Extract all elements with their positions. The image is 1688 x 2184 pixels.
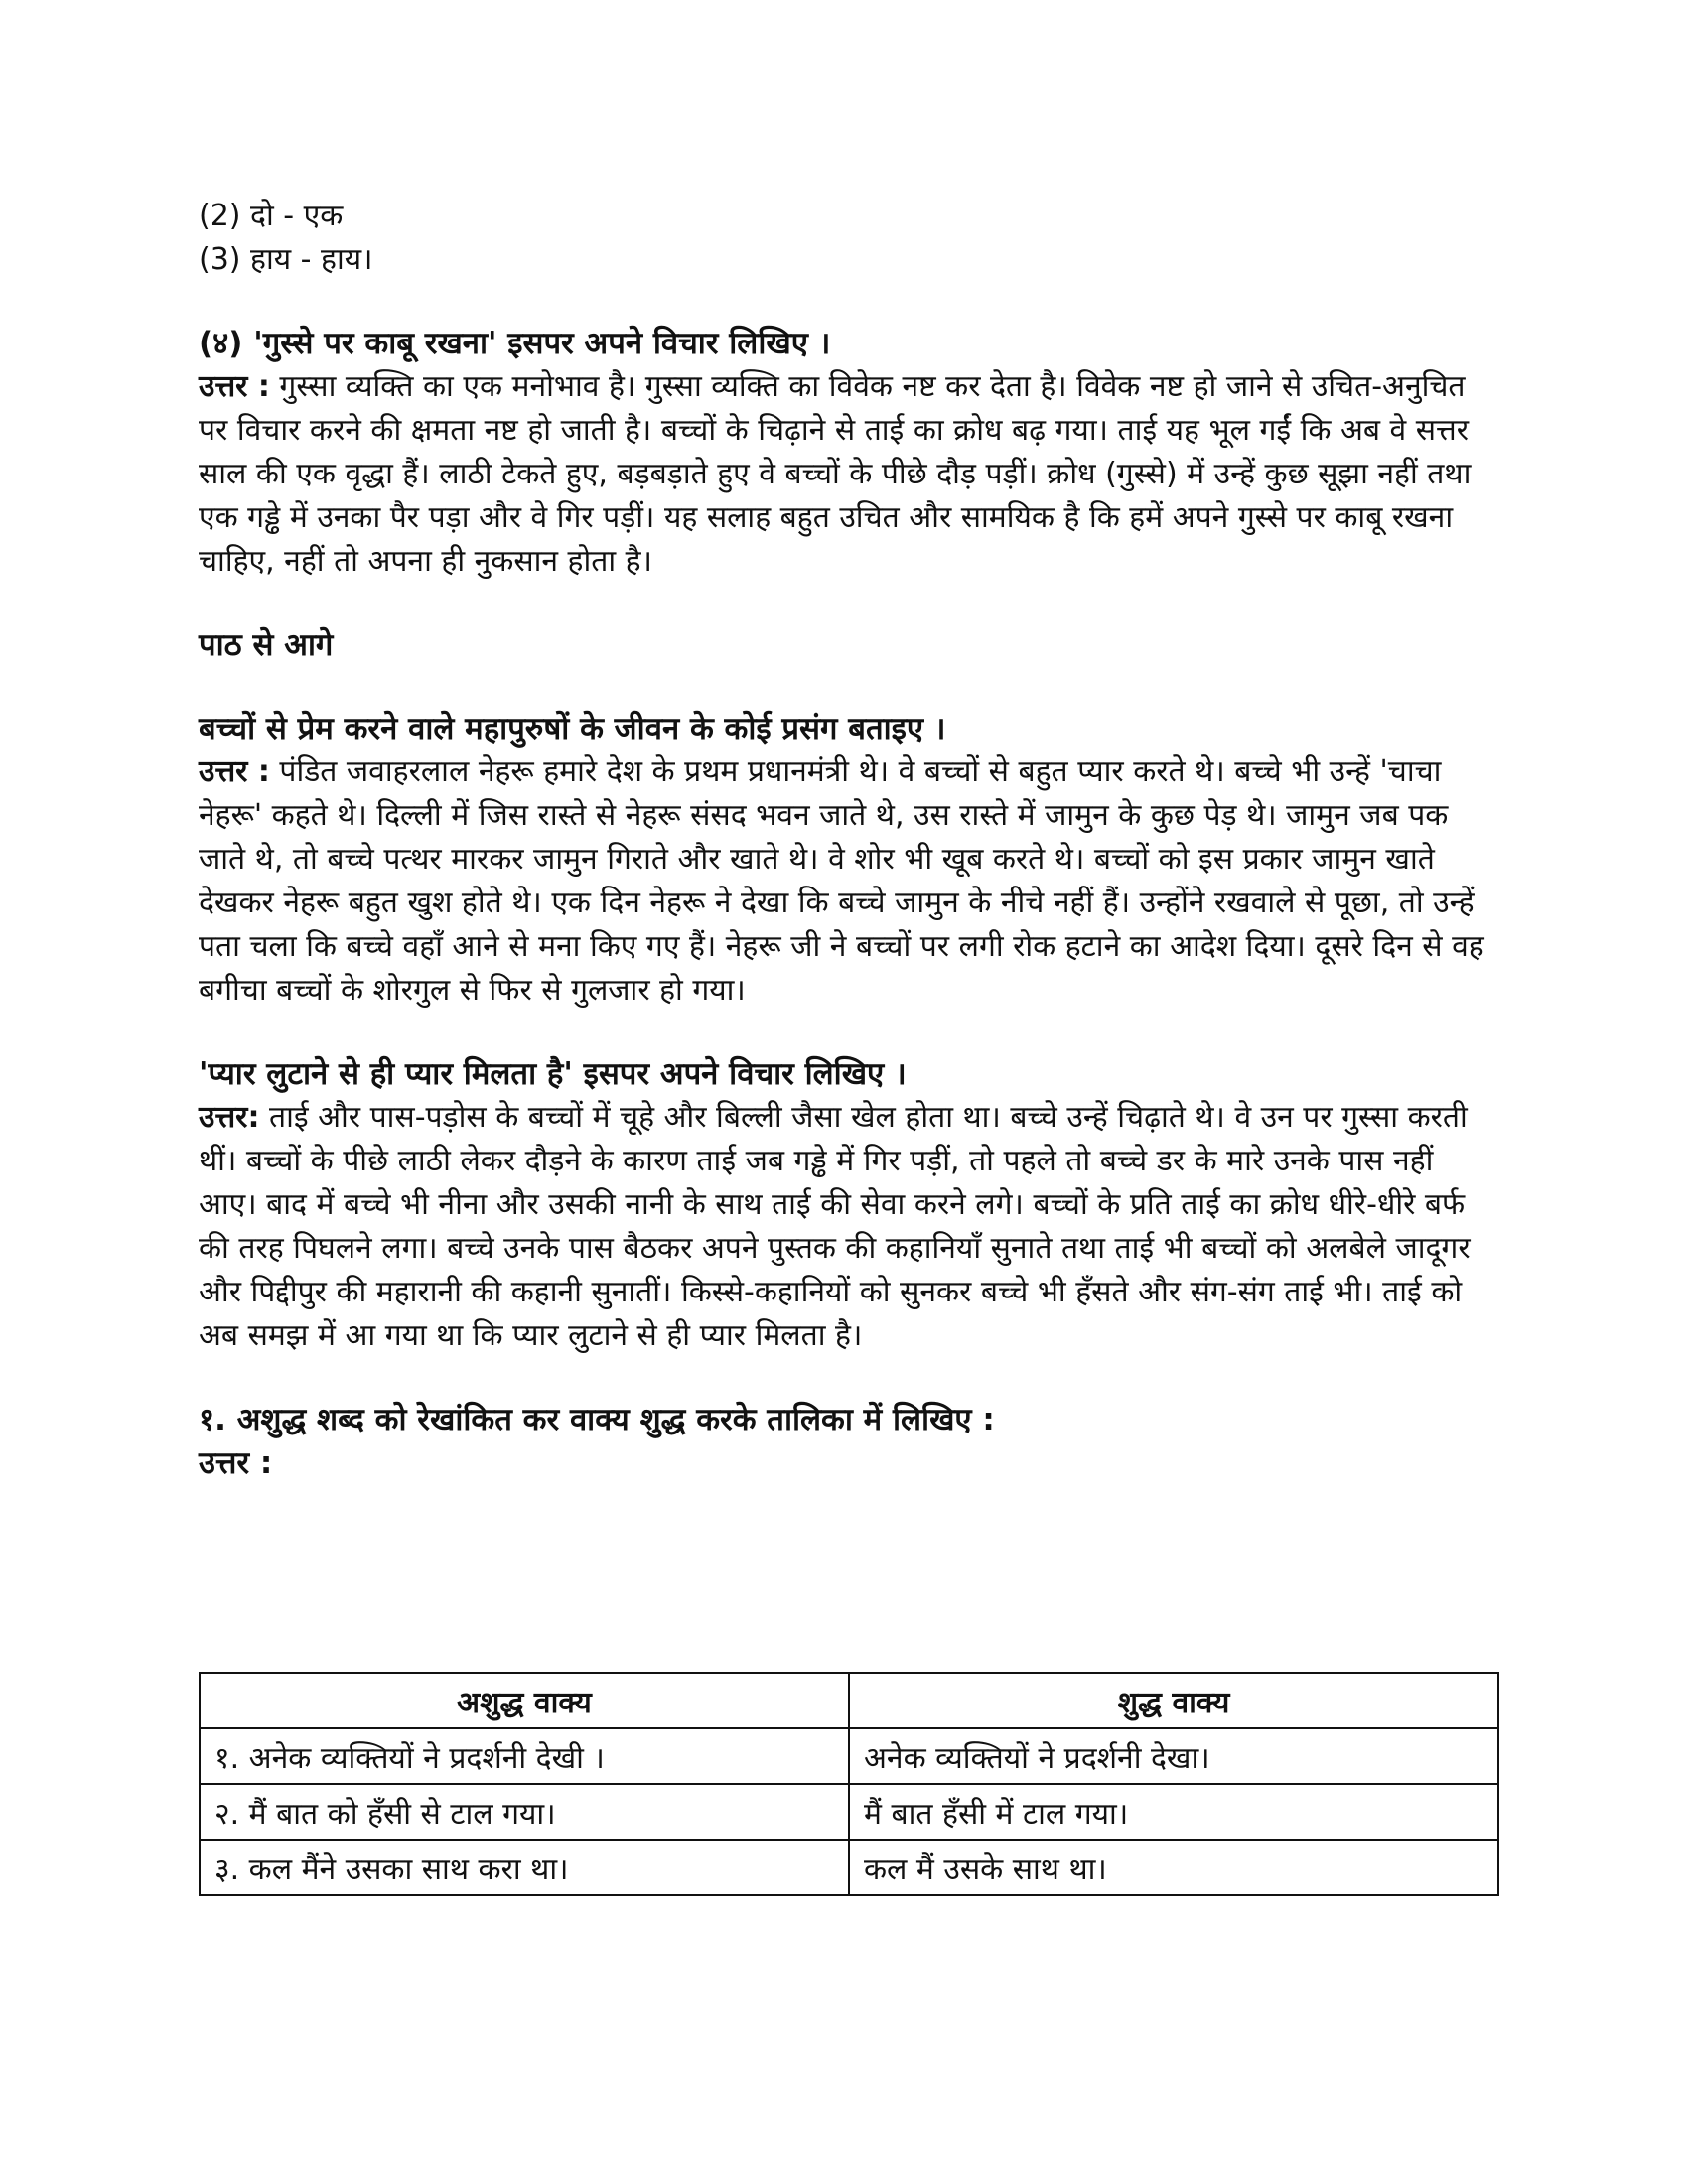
answer-label: उत्तर : xyxy=(199,754,270,789)
correct-sentence-cell: मैं बात हँसी में टाल गया। xyxy=(849,1784,1498,1840)
answer-text: पंडित जवाहरलाल नेहरू हमारे देश के प्रथम प्रधानमंत्री थे। वे बच्चों से बहुत प्यार करते थे। बच्चे भी उन्हें 'चाचा नेहरू' कहते थे। दिल्ली में जिस रास्ते से नेहरू संसद भवन जाते थे, उस रास्ते में जामुन के कुछ पेड़ थे। जामुन जब पक जाते थे, तो बच्चे पत्थर मारकर जामुन गिराते और खाते थे। वे शोर भी खूब करते थे। बच्चों को इस प्रकार जामुन खाते देखकर नेहरू बहुत खुश होते थे। एक दिन नेहरू ने देखा कि बच्चे जामुन के नीचे नहीं हैं। उन्होंने रखवाले से पूछा, तो उन्हें पता चला कि बच्चे वहाँ आने से मना किए गए हैं। नेहरू जी ने बच्चों पर लगी रोक हटाने का आदेश दिया। दूसरे दिन से वह बगीचा बच्चों के शोरगुल से फिर से गुलजार हो गया। xyxy=(199,754,1484,1008)
incorrect-sentence-cell: १. अनेक व्यक्तियों ने प्रदर्शनी देखी । xyxy=(200,1728,849,1784)
answer-paragraph xyxy=(199,1096,1499,1358)
option-line: (2) दो - एक xyxy=(199,199,344,233)
correct-sentence-cell: कल मैं उसके साथ था। xyxy=(849,1840,1498,1895)
answer-label: उत्तर : xyxy=(199,369,270,404)
answer-label: उत्तर : xyxy=(199,1445,273,1481)
incorrect-sentence-cell: ३. कल मैंने उसका साथ करा था। xyxy=(200,1840,849,1895)
table-row xyxy=(200,1784,1498,1840)
section-title: पाठ से आगे xyxy=(199,627,334,663)
column-header-incorrect: अशुद्ध वाक्य xyxy=(200,1673,849,1728)
question-heading: (४) 'गुस्से पर काबू रखना' इसपर अपने विचार लिखिए । xyxy=(199,326,831,361)
question-heading: बच्चों से प्रेम करने वाले महापुरुषों के जीवन के कोई प्रसंग बताइए । xyxy=(199,711,946,747)
answer-label: उत्तर: xyxy=(199,1100,260,1135)
column-header-correct: शुद्ध वाक्य xyxy=(849,1673,1498,1728)
incorrect-sentence-cell: २. मैं बात को हँसी से टाल गया। xyxy=(200,1784,849,1840)
answer-text: गुस्सा व्यक्ति का एक मनोभाव है। गुस्सा व्यक्ति का विवेक नष्ट कर देता है। विवेक नष्ट हो जाने से उचित-अनुचित पर विचार करने की क्षमता नष्ट हो जाती है। बच्चों के चिढ़ाने से ताई का क्रोध बढ़ गया। ताई यह भूल गईं कि अब वे सत्तर साल की एक वृद्धा हैं। लाठी टेकते हुए, बड़बड़ाते हुए वे बच्चों के पीछे दौड़ पड़ीं। क्रोध (गुस्से) में उन्हें कुछ सूझा नहीं तथा एक गड्ढे में उनका पैर पड़ा और वे गिर पड़ीं। यह सलाह बहुत उचित और सामयिक है कि हमें अपने गुस्से पर काबू रखना चाहिए, नहीं तो अपना ही नुकसान होता है। xyxy=(199,369,1472,579)
question-heading: 'प्यार लुटाने से ही प्यार मिलता है' इसपर अपने विचार लिखिए । xyxy=(199,1056,907,1092)
correction-table xyxy=(199,1672,1499,1896)
correct-sentence-cell: अनेक व्यक्तियों ने प्रदर्शनी देखा। xyxy=(849,1728,1498,1784)
question-heading: १. अशुद्ध शब्द को रेखांकित कर वाक्य शुद्ध करके तालिका में लिखिए : xyxy=(199,1402,995,1437)
answer-text: ताई और पास-पड़ोस के बच्चों में चूहे और बिल्ली जैसा खेल होता था। बच्चे उन्हें चिढ़ाते थे। वे उन पर गुस्सा करती थीं। बच्चों के पीछे लाठी लेकर दौड़ने के कारण ताई जब गड्ढे में गिर पड़ीं, तो पहले तो बच्चे डर के मारे उनके पास नहीं आए। बाद में बच्चे भी नीना और उसकी नानी के साथ ताई की सेवा करने लगे। बच्चों के प्रति ताई का क्रोध धीरे-धीरे बर्फ की तरह पिघलने लगा। बच्चे उनके पास बैठकर अपने पुस्तक की कहानियाँ सुनाते तथा ताई भी बच्चों को अलबेले जादूगर और पिद्दीपुर की महारानी की कहानी सुनातीं। किस्से-कहानियों को सुनकर बच्चे भी हँसते और संग-संग ताई भी। ताई को अब समझ में आ गया था कि प्यार लुटाने से ही प्यार मिलता है। xyxy=(199,1100,1471,1353)
table-header-row xyxy=(200,1673,1498,1728)
answer-paragraph xyxy=(199,751,1499,1013)
option-line: (3) हाय - हाय। xyxy=(199,242,373,277)
document-page xyxy=(199,195,1499,1485)
answer-paragraph xyxy=(199,365,1499,584)
table-row xyxy=(200,1728,1498,1784)
table-row xyxy=(200,1840,1498,1895)
